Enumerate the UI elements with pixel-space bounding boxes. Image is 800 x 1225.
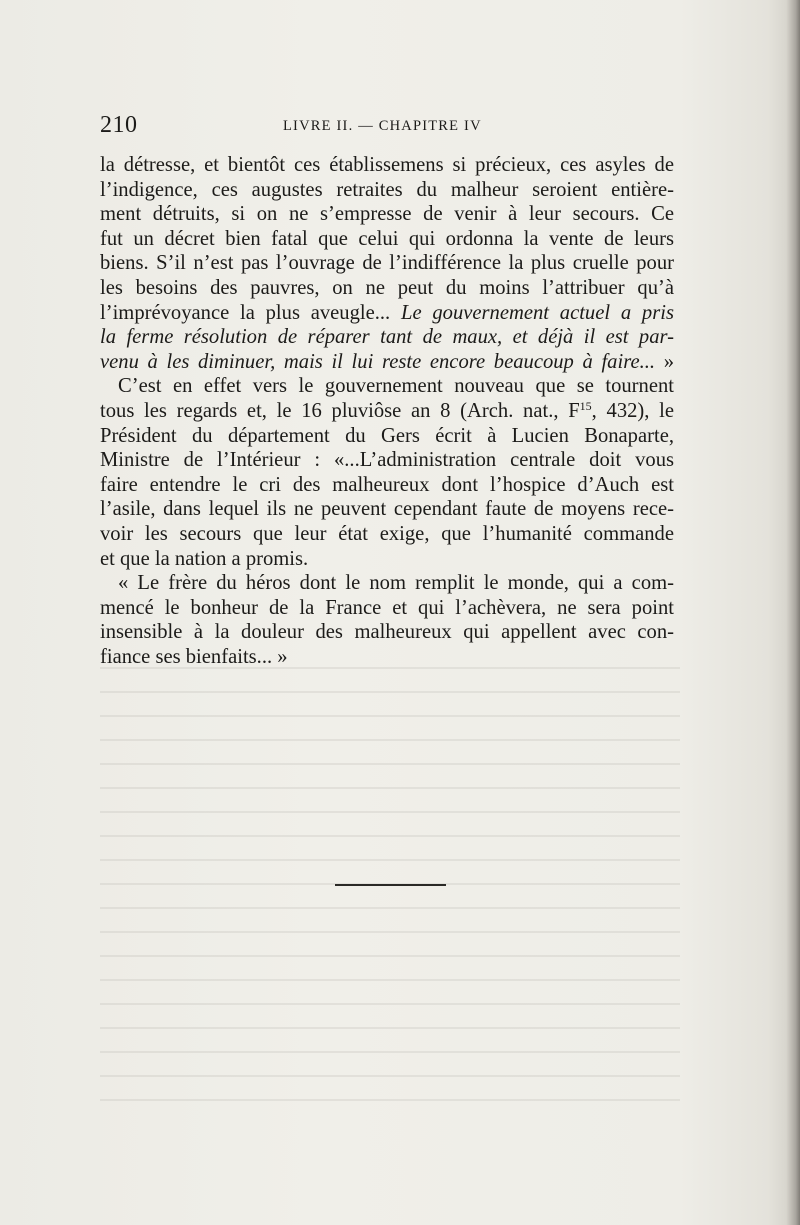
text-line: l’asile, dans lequel ils ne peuvent cependant faute de moyens rece- — [100, 498, 674, 521]
page-header — [100, 112, 674, 146]
text-line — [100, 301, 674, 326]
running-head: LIVRE II. — CHAPITRE IV — [283, 118, 482, 134]
text-line: la ferme résolution de réparer tant de maux, et déjà il est par- — [100, 326, 674, 349]
text-line: et que la nation a promis. — [100, 547, 309, 570]
text-line: fiance ses bienfaits... » — [100, 645, 288, 668]
text-line: « Le frère du héros dont le nom remplit le monde, qui a com- — [118, 572, 674, 595]
text-line: biens. S’il n’est pas l’ouvrage de l’indifférence la plus cruelle pour — [100, 252, 674, 275]
text-line-italic: venu à les diminuer, mais il lui reste encore beaucoup à faire... — [100, 350, 656, 373]
text-line: l’indigence, ces augustes retraites du malheur seroient entière- — [100, 178, 674, 201]
text-line — [100, 399, 674, 424]
text-line: mencé le bonheur de la France et qui l’achèvera, ne sera point — [100, 596, 674, 619]
section-divider-rule — [335, 884, 446, 886]
reverse-side-show-through — [100, 655, 680, 1105]
text-line: Ministre de l’Intérieur : «...L’administration centrale doit vous — [100, 449, 674, 472]
text-line: insensible à la douleur des malheureux qui appellent avec con- — [100, 621, 674, 644]
text-line: faire entendre le cri des malheureux dont l’hospice d’Auch est — [100, 473, 674, 496]
text-line-roman: » — [655, 350, 674, 373]
text-line-roman: l’imprévoyance la plus aveugle... — [100, 301, 401, 324]
page-number: 210 — [100, 112, 138, 138]
text-line: C’est en effet vers le gouvernement nouveau que se tournent — [118, 375, 674, 398]
text-line-after-sup: , 432), le — [591, 399, 674, 422]
body-text — [100, 153, 674, 669]
text-line: voir les secours que leur état exige, que l’humanité commande — [100, 522, 674, 545]
text-line-before-sup: tous les regards et, le 16 pluviôse an 8 (Arch. nat., F — [100, 399, 580, 422]
text-line: Président du département du Gers écrit à Lucien Bonaparte, — [100, 424, 674, 447]
text-line: ment détruits, si on ne s’empresse de venir à leur secours. Ce — [100, 203, 674, 226]
text-line-italic: Le gouvernement actuel a pris — [400, 301, 674, 324]
page-edge-shadow — [786, 0, 800, 1225]
text-line — [100, 350, 674, 375]
superscript: 15 — [579, 398, 592, 413]
text-line: la détresse, et bientôt ces établissemens si précieux, ces asyles de — [100, 154, 674, 176]
text-line: fut un décret bien fatal que celui qui ordonna la vente de leurs — [100, 227, 674, 250]
text-line: les besoins des pauvres, on ne peut du moins l’attribuer qu’à — [100, 276, 674, 299]
